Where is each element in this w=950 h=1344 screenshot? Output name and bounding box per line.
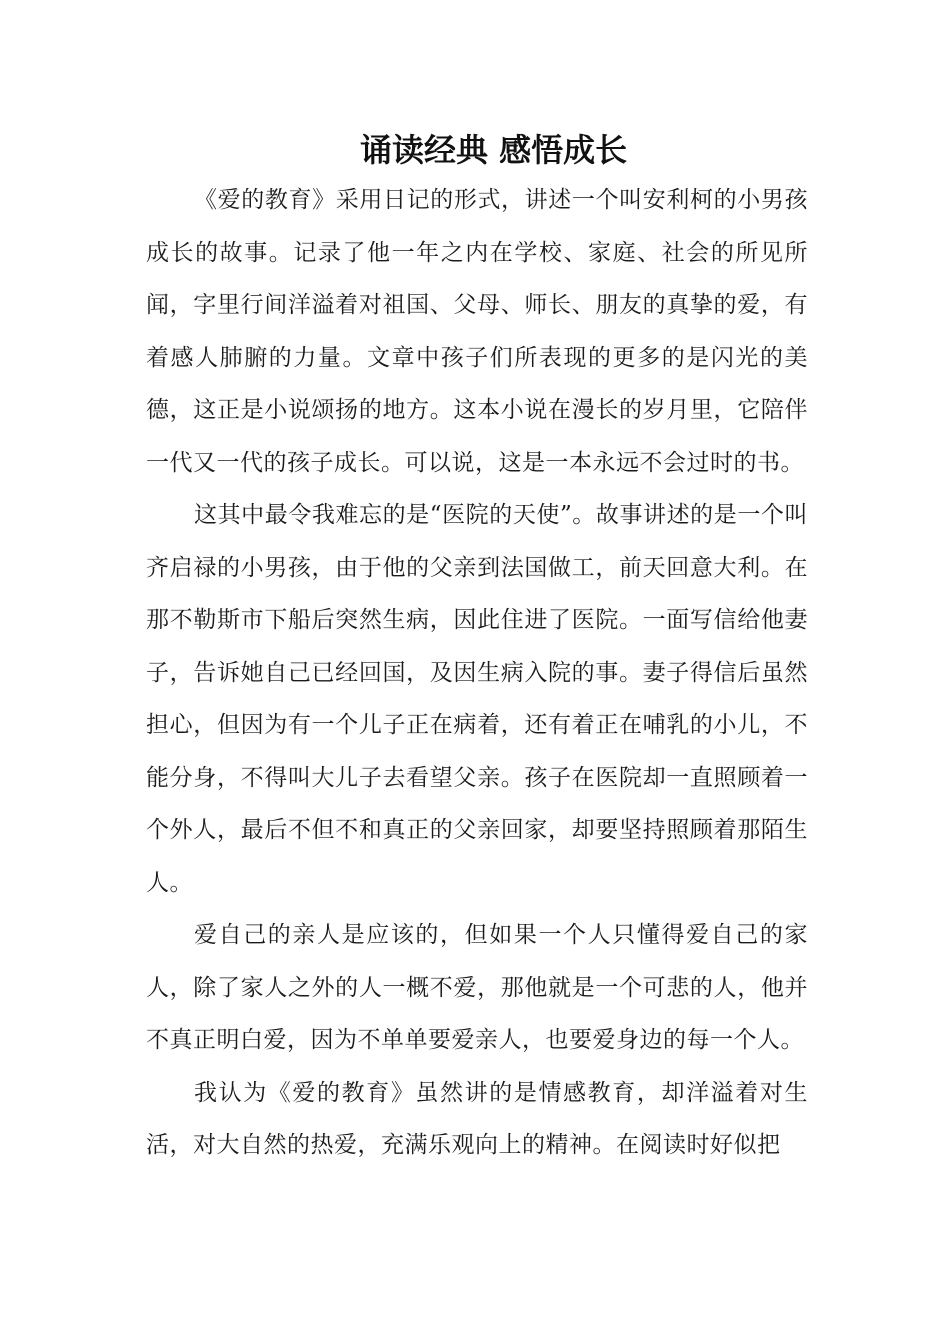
document-body [146,174,808,1172]
paragraph-love-others: 爱自己的亲人是应该的，但如果一个人只懂得爱自己的家人，除了家人之外的人一概不爱，那他就是一个可悲的人，他并不真正明白爱，因为不单单要爱亲人，也要爱身边的每一个人。 [146,922,808,1053]
document-title: 诵读经典 感悟成长 [360,131,628,169]
paragraph-hospital-angel: 这其中最令我难忘的是“医院的天使”。故事讲述的是一个叫齐启禄的小男孩，由于他的父亲到法国做工，前天回意大利。在那不勒斯市下船后突然生病，因此住进了医院。一面写信给他妻子，告诉她自己已经回国，及因生病入院的事。妻子得信后虽然担心，但因为有一个儿子正在病着，还有着正在哺乳的小儿，不能分身，不得叫大儿子去看望父亲。孩子在医院却一直照顾着一个外人，最后不但不和真正的父亲回家，却要坚持照顾着那陌生人。 [146,502,808,896]
paragraph-conclusion: 我认为《爱的教育》虽然讲的是情感教育，却洋溢着对生活，对大自然的热爱，充满乐观向上的精神。在阅读时好似把 [146,1079,808,1158]
paragraph-intro: 《爱的教育》采用日记的形式，讲述一个叫安利柯的小男孩成长的故事。记录了他一年之内在学校、家庭、社会的所见所闻，字里行间洋溢着对祖国、父母、师长、朋友的真挚的爱，有着感人肺腑的力量。文章中孩子们所表现的更多的是闪光的美德，这正是小说颂扬的地方。这本小说在漫长的岁月里，它陪伴一代又一代的孩子成长。可以说，这是一本永远不会过时的书。 [146,187,808,476]
